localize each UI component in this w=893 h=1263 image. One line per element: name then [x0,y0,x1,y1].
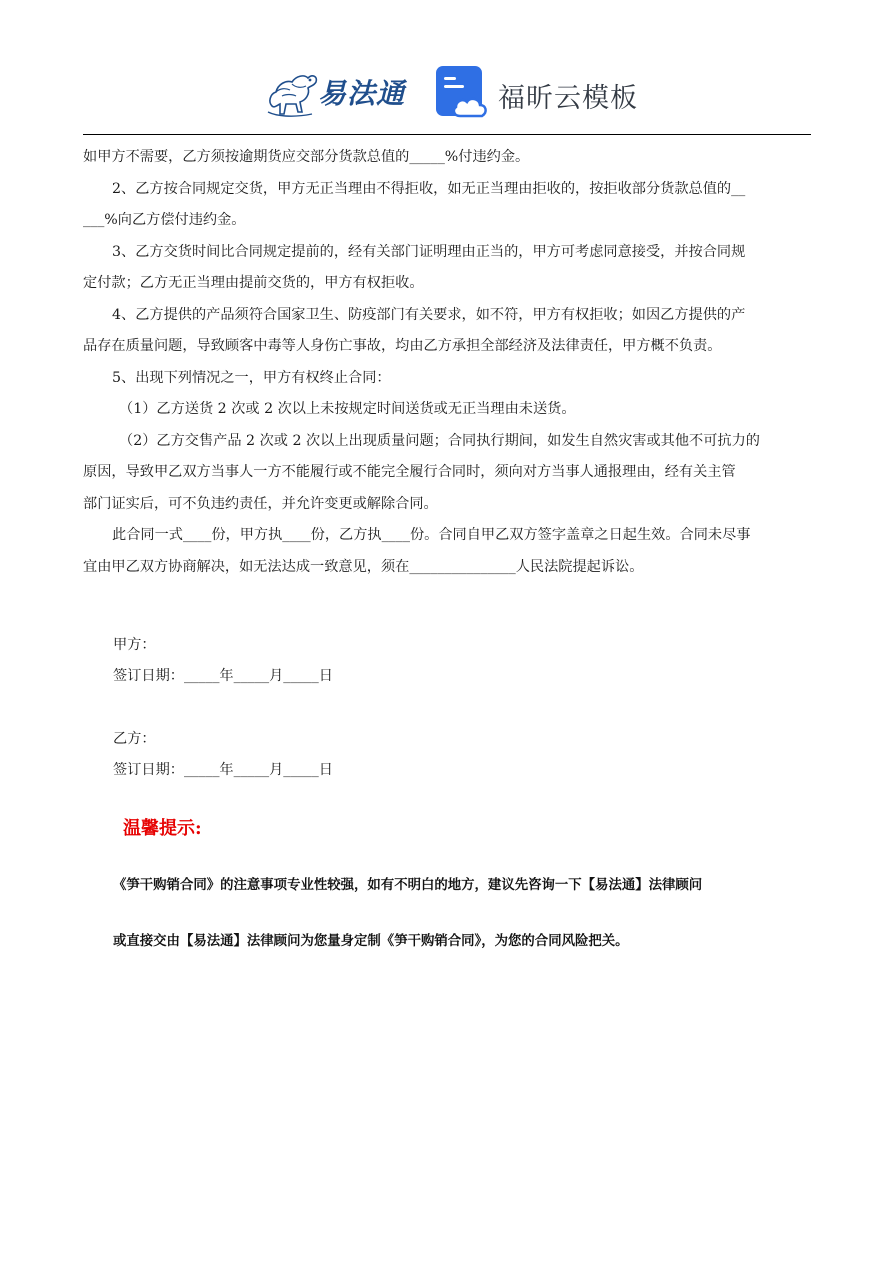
paragraph-line: 5、出现下列情况之一，甲方有权终止合同： [112,369,391,386]
party-b-signature [113,724,333,786]
yifatong-logo [262,62,412,120]
paragraph-line: 4、乙方提供的产品须符合国家卫生、防疫部门有关要求，如不符，甲方有权拒收；如因乙方提供的产 [112,306,746,323]
paragraph-line: （1）乙方送货 2 次或 2 次以上未按规定时间送货或无正当理由未送货。 [119,401,576,417]
yifatong-logo-text: 易法通 [318,77,406,110]
paragraph-line: 2、乙方按合同规定交货，甲方无正当理由不得拒收，如无正当理由拒收的，按拒收部分货款总值的__ [112,180,746,197]
paragraph-line: 宜由甲乙双方协商解决，如无法达成一致意见，须在_______________人民法院提起诉讼。 [83,558,644,575]
party-a-signature [113,630,333,692]
party-b-sign-date: 签订日期：_____年_____月_____日 [113,762,333,778]
paragraph-line: 此合同一式____份，甲方执____份，乙方执____份。合同自甲乙双方签字盖章之日起生效。合同未尽事 [112,527,751,543]
tip-text-line: 《笋干购销合同》的注意事项专业性较强，如有不明白的地方，建议先咨询一下【易法通】法律顾问 [113,877,703,893]
paragraph-line: 原因，导致甲乙双方当事人一方不能履行或不能完全履行合同时，须向对方当事人通报理由，经有关主管 [83,464,736,480]
header-divider [83,134,811,135]
party-a-sign-date: 签订日期：_____年_____月_____日 [113,668,333,684]
paragraph-line: 品存在质量问题，导致顾客中毒等人身伤亡事故，均由乙方承担全部经济及法律责任，甲方概不负责。 [83,338,722,354]
horse-emblem-icon [262,62,322,120]
tip-title: 温馨提示: [123,818,202,839]
contract-body [83,142,811,583]
paragraph-line: 3、乙方交货时间比合同规定提前的，经有关部门证明理由正当的，甲方可考虑同意接受，并按合同规 [112,243,746,260]
cloud-document-icon [436,66,488,118]
tip-text-line: 或直接交由【易法通】法律顾问为您量身定制《笋干购销合同》，为您的合同风险把关。 [113,933,629,949]
paragraph-line: ___%向乙方偿付违约金。 [83,212,246,228]
paragraph-line: 定付款；乙方无正当理由提前交货的，甲方有权拒收。 [83,275,424,291]
header-logos [0,60,893,124]
paragraph-line: （2）乙方交售产品 2 次或 2 次以上出现质量问题；合同执行期间，如发生自然灾害或其他不可抗力的 [119,432,760,449]
party-a-label: 甲方： [113,637,156,653]
foxit-template-logo-text: 福昕云模板 [498,83,638,114]
paragraph-line: 部门证实后，可不负违约责任，并允许变更或解除合同。 [83,495,438,512]
paragraph-line: 如甲方不需要，乙方须按逾期货应交部分货款总值的_____%付违约金。 [83,149,530,165]
foxit-template-logo [436,66,656,122]
party-b-label: 乙方： [113,731,156,747]
